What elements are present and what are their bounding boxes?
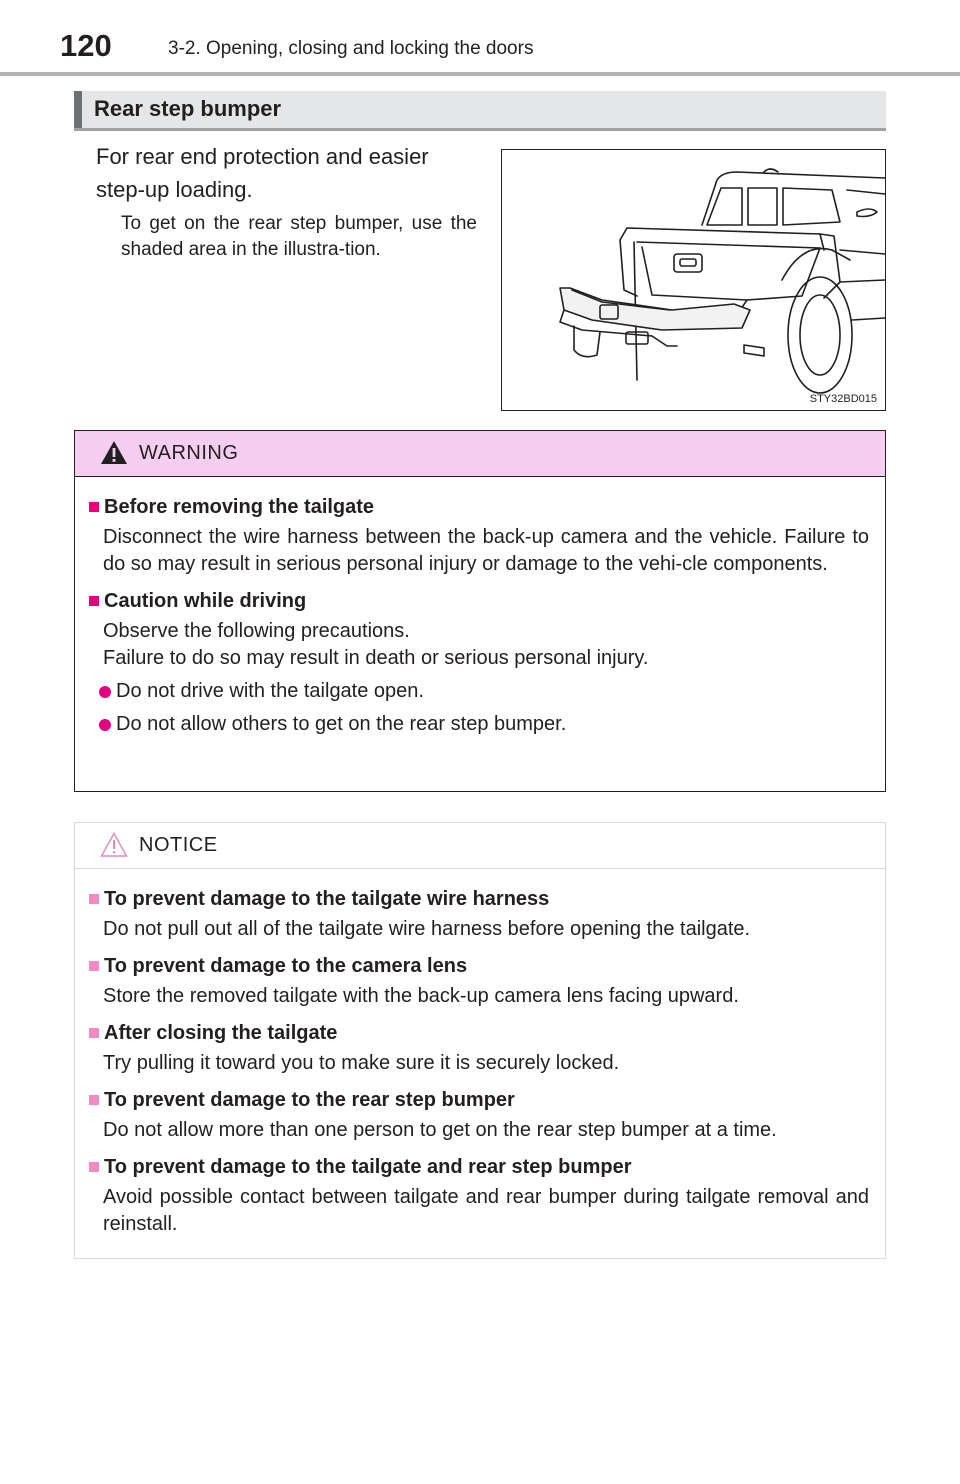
warning-item-text: Observe the following precautions. — [103, 620, 410, 642]
notice-item-heading-text: To prevent damage to the tailgate wire harness — [104, 888, 550, 910]
square-bullet — [89, 1162, 99, 1172]
warning-item-heading — [89, 494, 869, 520]
warning-bullet-text: Do not drive with the tailgate open. — [116, 680, 424, 702]
notice-item-heading — [89, 1087, 869, 1113]
warning-body — [75, 477, 885, 738]
page-number: 120 — [60, 28, 112, 63]
notice-item-heading — [89, 1154, 869, 1180]
round-bullet — [99, 686, 111, 698]
intro-text: For rear end protection and easier step-up loading. — [96, 144, 429, 202]
notice-item-text: Avoid possible contact between tailgate and rear bumper during tailgate removal and reinstall. — [103, 1186, 869, 1235]
notice-body — [75, 869, 885, 1238]
section-heading-text: Rear step bumper — [94, 96, 282, 121]
warning-triangle-icon — [99, 439, 129, 467]
section-heading — [74, 91, 886, 131]
notice-item — [89, 1154, 869, 1238]
warning-header — [75, 431, 885, 477]
caution-triangle-outline-icon — [99, 831, 129, 859]
notice-item-heading — [89, 1020, 869, 1046]
notice-header — [75, 823, 885, 869]
notice-item-text: Store the removed tailgate with the back-up camera lens facing upward. — [103, 985, 739, 1007]
warning-item-heading-text: Before removing the tailgate — [104, 496, 375, 518]
truck-rear-figure — [501, 149, 886, 411]
warning-item-text: Disconnect the wire harness between the back-up camera and the vehicle. Failure to do so may result in serious personal injury or damage to the vehi-cle components. — [103, 526, 869, 575]
warning-item — [89, 494, 869, 578]
notice-item — [89, 886, 869, 943]
notice-item-text: Do not allow more than one person to get on the rear step bumper at a time. — [103, 1119, 777, 1141]
notice-item-heading-text: To prevent damage to the rear step bumper — [104, 1089, 515, 1111]
notice-item-heading-text: To prevent damage to the camera lens — [104, 955, 468, 977]
warning-title: WARNING — [139, 442, 239, 464]
round-bullet — [99, 719, 111, 731]
notice-item — [89, 1087, 869, 1144]
square-bullet — [89, 894, 99, 904]
chapter-title: 3-2. Opening, closing and locking the doors — [168, 38, 534, 59]
figure-id: STY32BD015 — [809, 393, 877, 405]
instruction-text: To get on the rear step bumper, use the shaded area in the illustra-tion. — [121, 213, 477, 260]
warning-box — [74, 430, 886, 792]
notice-title: NOTICE — [139, 834, 218, 856]
notice-item-text: Try pulling it toward you to make sure it is securely locked. — [103, 1052, 620, 1074]
pickup-truck-rear-illustration — [502, 150, 885, 410]
notice-item-text: Do not pull out all of the tailgate wire harness before opening the tailgate. — [103, 918, 751, 940]
warning-item-heading — [89, 588, 869, 614]
warning-bullet-text: Do not allow others to get on the rear step bumper. — [116, 713, 567, 735]
notice-item-heading — [89, 886, 869, 912]
notice-item — [89, 953, 869, 1010]
section-heading-bar — [74, 91, 82, 128]
notice-item-heading — [89, 953, 869, 979]
warning-bullet — [99, 711, 869, 738]
square-bullet — [89, 502, 99, 512]
notice-item-heading-text: To prevent damage to the tailgate and rear step bumper — [104, 1156, 632, 1178]
notice-box — [74, 822, 886, 1259]
square-bullet — [89, 1028, 99, 1038]
notice-item-heading-text: After closing the tailgate — [104, 1022, 338, 1044]
notice-item — [89, 1020, 869, 1077]
header-rule — [0, 72, 960, 76]
square-bullet — [89, 596, 99, 606]
warning-item-text-2: Failure to do so may result in death or serious personal injury. — [103, 647, 649, 669]
warning-item-heading-text: Caution while driving — [104, 590, 307, 612]
warning-bullet — [99, 678, 869, 705]
warning-item — [89, 588, 869, 738]
square-bullet — [89, 1095, 99, 1105]
square-bullet — [89, 961, 99, 971]
